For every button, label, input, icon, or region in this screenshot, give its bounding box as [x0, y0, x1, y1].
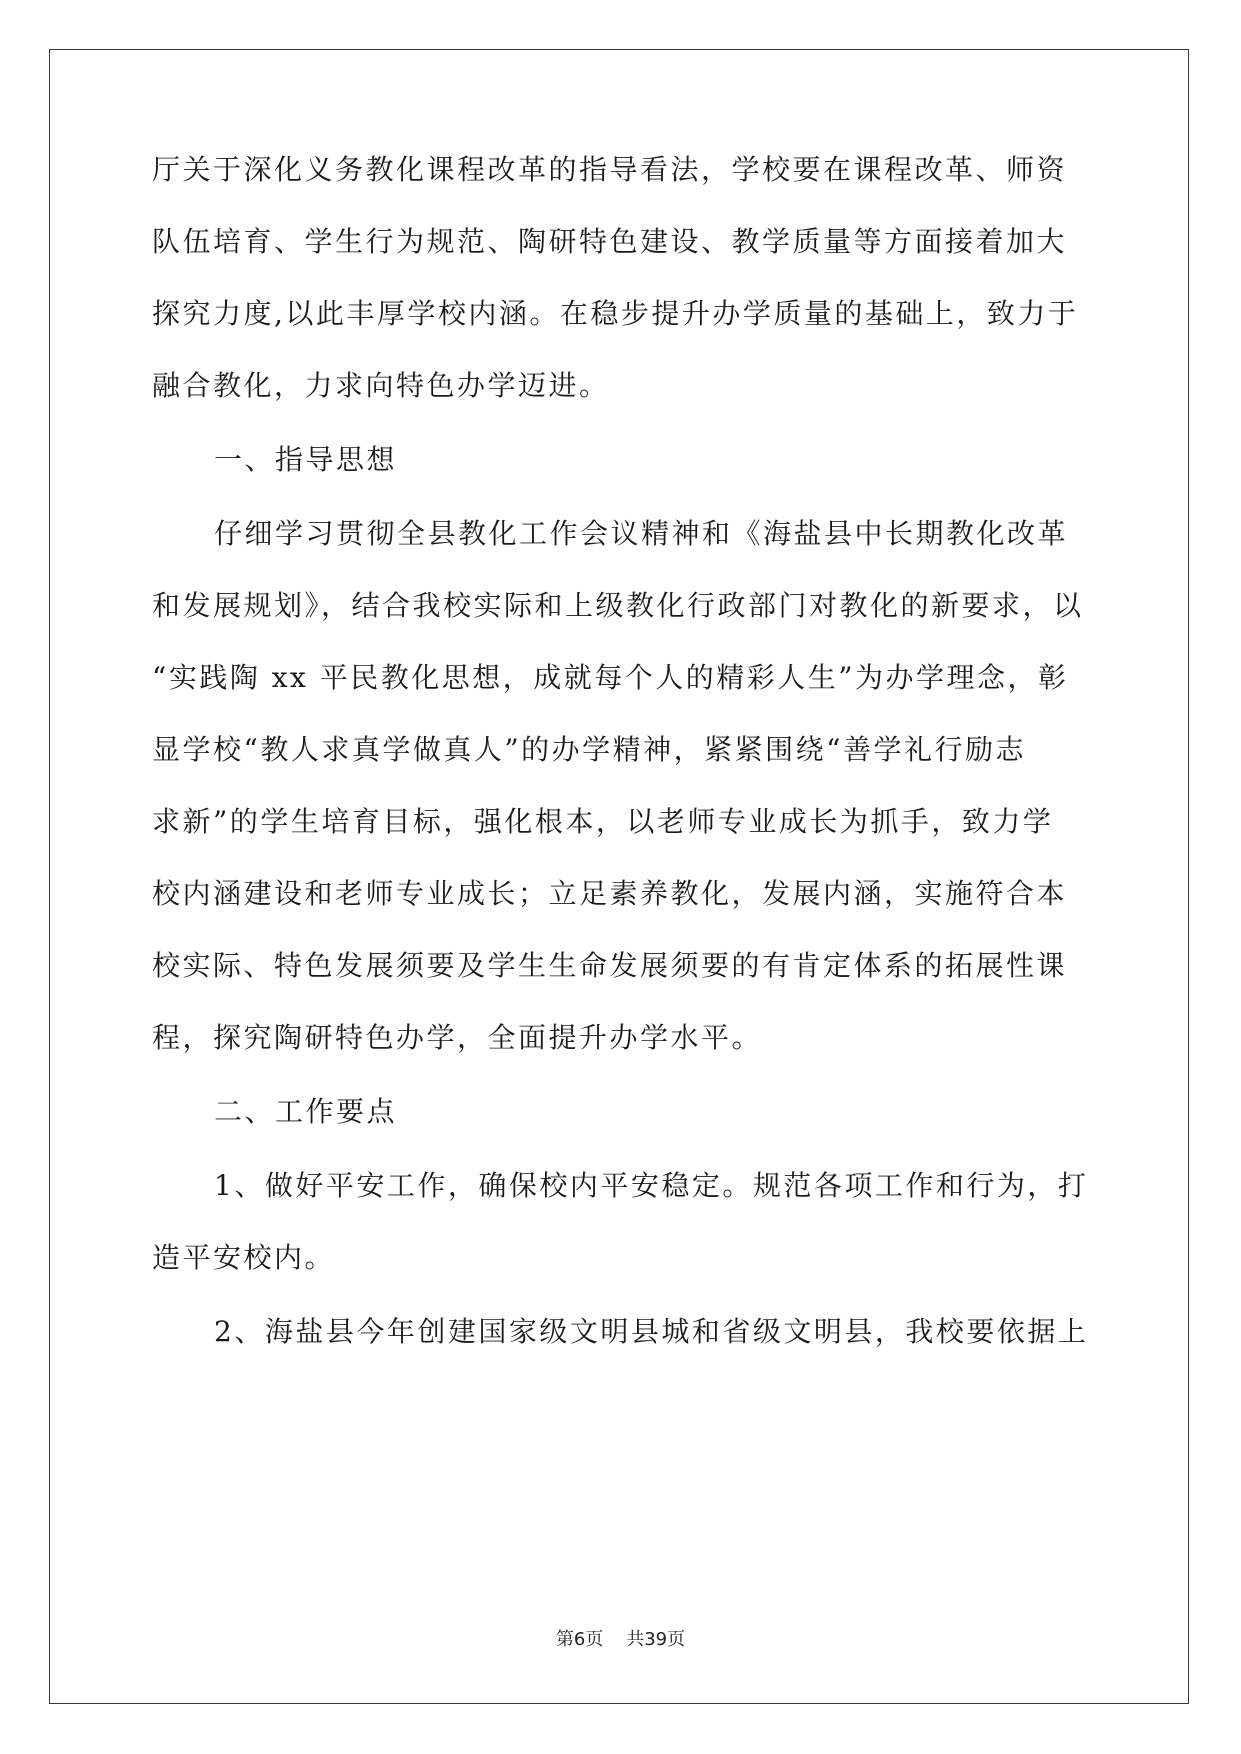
paragraph-line: 校内涵建设和老师专业成长；立足素养教化，发展内涵，实施符合本 [152, 877, 1068, 910]
page-label-suffix: 页 [585, 1629, 604, 1650]
total-suffix: 页 [667, 1629, 686, 1650]
paragraph-line: 队伍培育、学生行为规范、陶研特色建设、教学质量等方面接着加大 [152, 225, 1068, 258]
paragraph-line: 校实际、特色发展须要及学生生命发展须要的有肯定体系的拓展性课 [152, 949, 1068, 982]
paragraph-line: 显学校“教人求真学做真人”的办学精神，紧紧围绕“善学礼行励志 [152, 733, 1026, 766]
paragraph-line: 仔细学习贯彻全县教化工作会议精神和《海盐县中长期教化改革 [214, 517, 1069, 550]
paragraph-line: 探究力度,以此丰厚学校内涵。在稳步提升办学质量的基础上，致力于 [152, 297, 1079, 330]
paragraph-line: 求新”的学生培育目标，强化根本，以老师专业成长为抓手，致力学 [152, 805, 1054, 838]
paragraph-line: 1、做好平安工作，确保校内平安稳定。规范各项工作和行为，打 [214, 1169, 1089, 1202]
page-number: 6 [573, 1629, 586, 1650]
total-pages: 39 [644, 1629, 668, 1650]
page-label-prefix: 第 [555, 1629, 574, 1650]
total-prefix: 共 [626, 1629, 645, 1650]
paragraph-line: 和发展规划》，结合我校实际和上级教化行政部门对教化的新要求，以 [152, 589, 1084, 622]
page-footer [0, 1628, 1241, 1652]
paragraph-line: 2、海盐县今年创建国家级文明县城和省级文明县，我校要依据上 [214, 1315, 1089, 1348]
paragraph-line: 厅关于深化义务教化课程改革的指导看法，学校要在课程改革、师资 [152, 153, 1068, 186]
section-heading: 一、指导思想 [214, 443, 398, 476]
section-heading: 二、工作要点 [214, 1095, 398, 1128]
paragraph-line: 造平安校内。 [152, 1241, 336, 1274]
paragraph-line: 程，探究陶研特色办学，全面提升办学水平。 [152, 1021, 763, 1054]
paragraph-line: “实践陶 xx 平民教化思想，成就每个人的精彩人生”为办学理念，彰 [152, 661, 1069, 694]
paragraph-line: 融合教化，力求向特色办学迈进。 [152, 369, 610, 402]
